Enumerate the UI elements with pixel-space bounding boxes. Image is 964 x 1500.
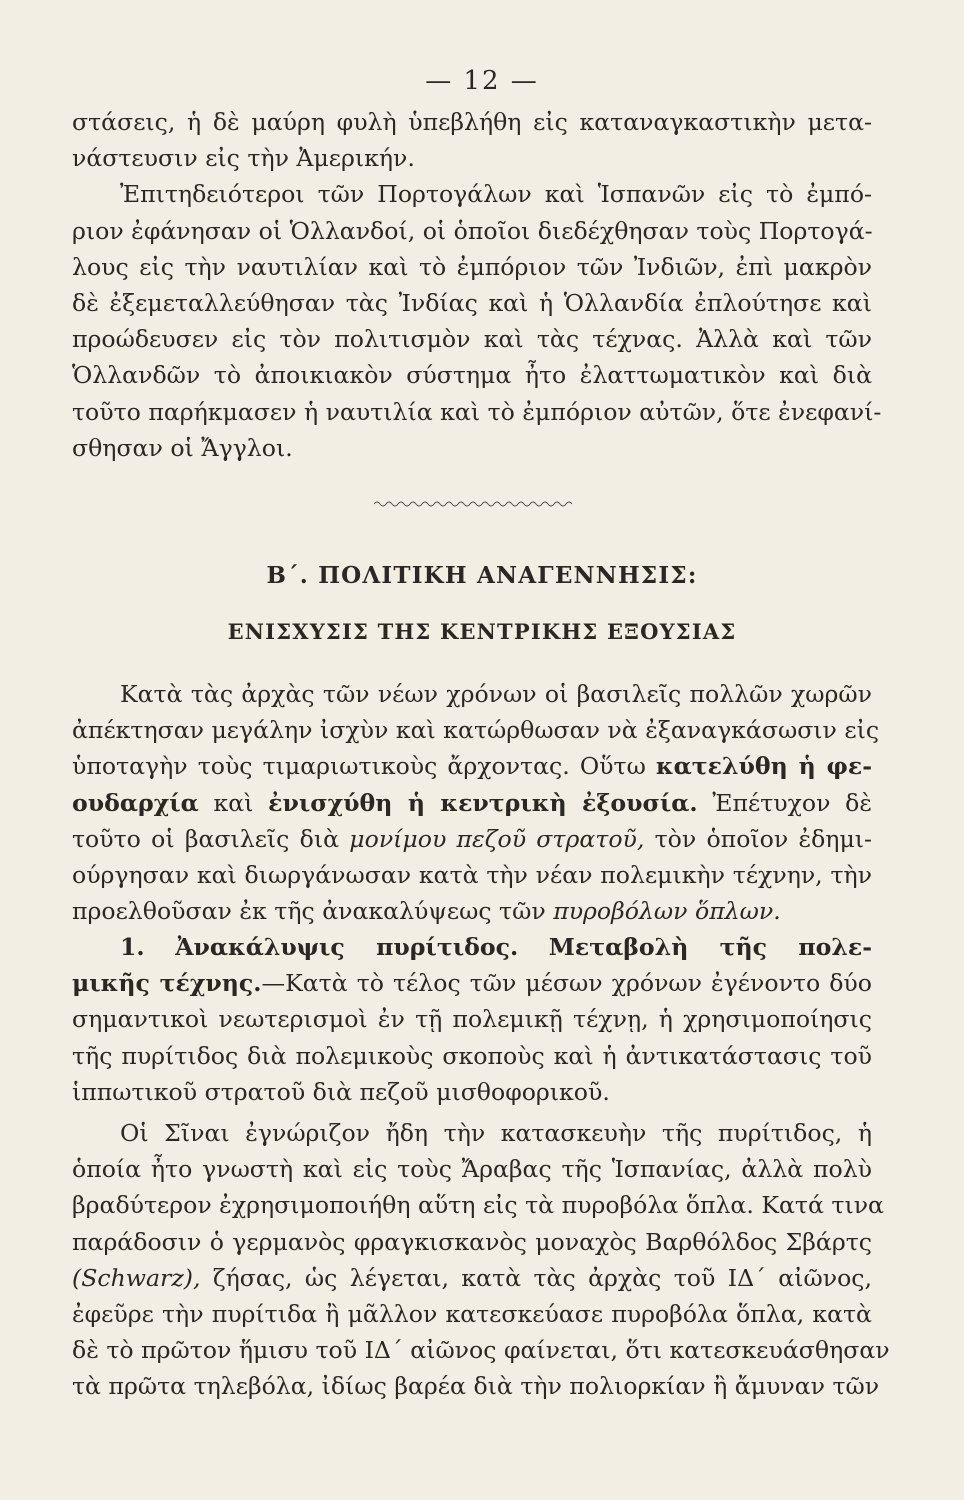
intro-paragraphs xyxy=(72,104,882,466)
text-line: δὲ τὸ πρῶτον ἥμισυ τοῦ ΙΔ΄ αἰῶνος φαίνεται, ὅτι κατεσκευάσθησαν xyxy=(72,1336,890,1365)
text-line: 1. Ἀνακάλυψις πυρίτιδος. Μεταβολὴ τῆς πολε- xyxy=(120,933,873,961)
paragraph-kings xyxy=(72,676,880,929)
wavy-divider xyxy=(374,500,574,508)
paragraph-gunpowder xyxy=(72,929,872,1110)
section-subheading: ΕΝΙΣΧΥΣΙΣ ΤΗΣ ΚΕΝΤΡΙΚΗΣ ΕΞΟΥΣΙΑΣ xyxy=(227,619,737,644)
text-line: ουδαρχία καὶ ἐνισχύθη ἡ κεντρικὴ ἐξουσία. Ἐπέτυχον δὲ xyxy=(72,788,872,817)
text-line: ὁποία ἦτο γνωστὴ καὶ εἰς τοὺς Ἄραβας τῆς Ἱσπανίας, ἀλλὰ πολὺ xyxy=(72,1155,872,1184)
text-line: στάσεις, ἡ δὲ μαύρη φυλὴ ὑπεβλήθη εἰς καταναγκαστικὴν μετα- xyxy=(72,108,872,136)
text-line: ριον ἐφάνησαν οἱ Ὁλλανδοί, οἱ ὁποῖοι διεδέχθησαν τοὺς Πορτογά- xyxy=(72,216,873,245)
text-line: παράδοσιν ὁ γερμανὸς φραγκισκανὸς μοναχὸς Βαρθόλδος Σβάρτς xyxy=(72,1227,872,1256)
text-line: προώδευσεν εἰς τὸν πολιτισμὸν καὶ τὰς τέχνας. Ἀλλὰ καὶ τῶν xyxy=(72,325,872,354)
text-line: ἐφεῦρε τὴν πυρίτιδα ἢ μᾶλλον κατεσκεύασε πυροβόλα ὅπλα, κατὰ xyxy=(72,1299,872,1328)
text-line: δὲ ἐξεμεταλλεύθησαν τὰς Ἰνδίας καὶ ἡ Ὁλλανδία ἐπλούτησε καὶ xyxy=(72,288,872,317)
text-line: ἀπέκτησαν μεγάλην ἰσχὺν καὶ κατώρθωσαν νὰ ἐξαναγκάσωσιν εἰς xyxy=(72,716,880,745)
text-line: τῆς πυρίτιδος διὰ πολεμικοὺς σκοποὺς καὶ ἡ ἀντικατάστασις τοῦ xyxy=(72,1041,872,1070)
text-line: Ἐπιτηδειότεροι τῶν Πορτογάλων καὶ Ἱσπανῶν εἰς τὸ ἐμπό- xyxy=(120,180,872,209)
text-line: λους εἰς τὴν ναυτιλίαν καὶ τὸ ἐμπόριον τῶν Ἰνδιῶν, ἐπὶ μακρὸν xyxy=(72,252,872,281)
text-line: μικῆς τέχνης.—Κατὰ τὸ τέλος τῶν μέσων χρόνων ἐγένοντο δύο xyxy=(72,969,872,998)
section-heading: Β΄. ΠΟΛΙΤΙΚΗ ΑΝΑΓΕΝΝΗΣΙΣ: xyxy=(266,562,698,589)
text-line: Ὁλλανδῶν τὸ ἀποικιακὸν σύστημα ἦτο ἐλαττωματικὸν καὶ διὰ xyxy=(72,361,872,390)
text-line: Οἱ Σῖναι ἐγνώριζον ἤδη τὴν κατασκευὴν τῆς πυρίτιδος, ἡ xyxy=(120,1119,872,1147)
text-line: τὰ πρῶτα τηλεβόλα, ἰδίως βαρέα διὰ τὴν πολιορκίαν ἢ ἄμυναν τῶν xyxy=(72,1372,880,1401)
text-line: ὑποταγὴν τοὺς τιμαριωτικοὺς ἄρχοντας. Οὕτω κατελύθη ἡ φε- xyxy=(72,752,872,781)
text-line: ούργησαν καὶ διωργάνωσαν κατὰ τὴν νέαν πολεμικὴν τέχνην, τὴν xyxy=(72,860,872,889)
page-number: — 12 — xyxy=(425,66,539,96)
text-line: τοῦτο παρήκμασεν ἡ ναυτιλία καὶ τὸ ἐμπόριον αὐτῶν, ὅτε ἐνεφανί- xyxy=(72,397,882,426)
text-line: (Schwarz), ζήσας, ὡς λέγεται, κατὰ τὰς ἀρχὰς τοῦ ΙΔ΄ αἰῶνος, xyxy=(72,1263,872,1292)
text-line: νάστευσιν εἰς τὴν Ἀμερικήν. xyxy=(72,144,415,173)
text-line: σημαντικοὶ νεωτερισμοὶ ἐν τῇ πολεμικῇ τέχνῃ, ἡ χρησιμοποίησις xyxy=(72,1005,872,1034)
text-line: προελθοῦσαν ἐκ τῆς ἀνακαλύψεως τῶν πυροβόλων ὅπλων. xyxy=(72,897,781,926)
text-line: ἱππωτικοῦ στρατοῦ διὰ πεζοῦ μισθοφορικοῦ. xyxy=(72,1077,610,1106)
paragraph-chinese xyxy=(72,1115,890,1405)
text-line: τοῦτο οἱ βασιλεῖς διὰ μονίμου πεζοῦ στρατοῦ, τὸν ὁποῖον ἐδημι- xyxy=(72,824,873,853)
text-line: σθησαν οἱ Ἄγγλοι. xyxy=(72,433,293,462)
text-line: Κατὰ τὰς ἀρχὰς τῶν νέων χρόνων οἱ βασιλεῖς πολλῶν χωρῶν xyxy=(120,680,872,708)
text-line: βραδύτερον ἐχρησιμοποιήθη αὕτη εἰς τὰ πυροβόλα ὅπλα. Κατά τινα xyxy=(72,1191,884,1220)
